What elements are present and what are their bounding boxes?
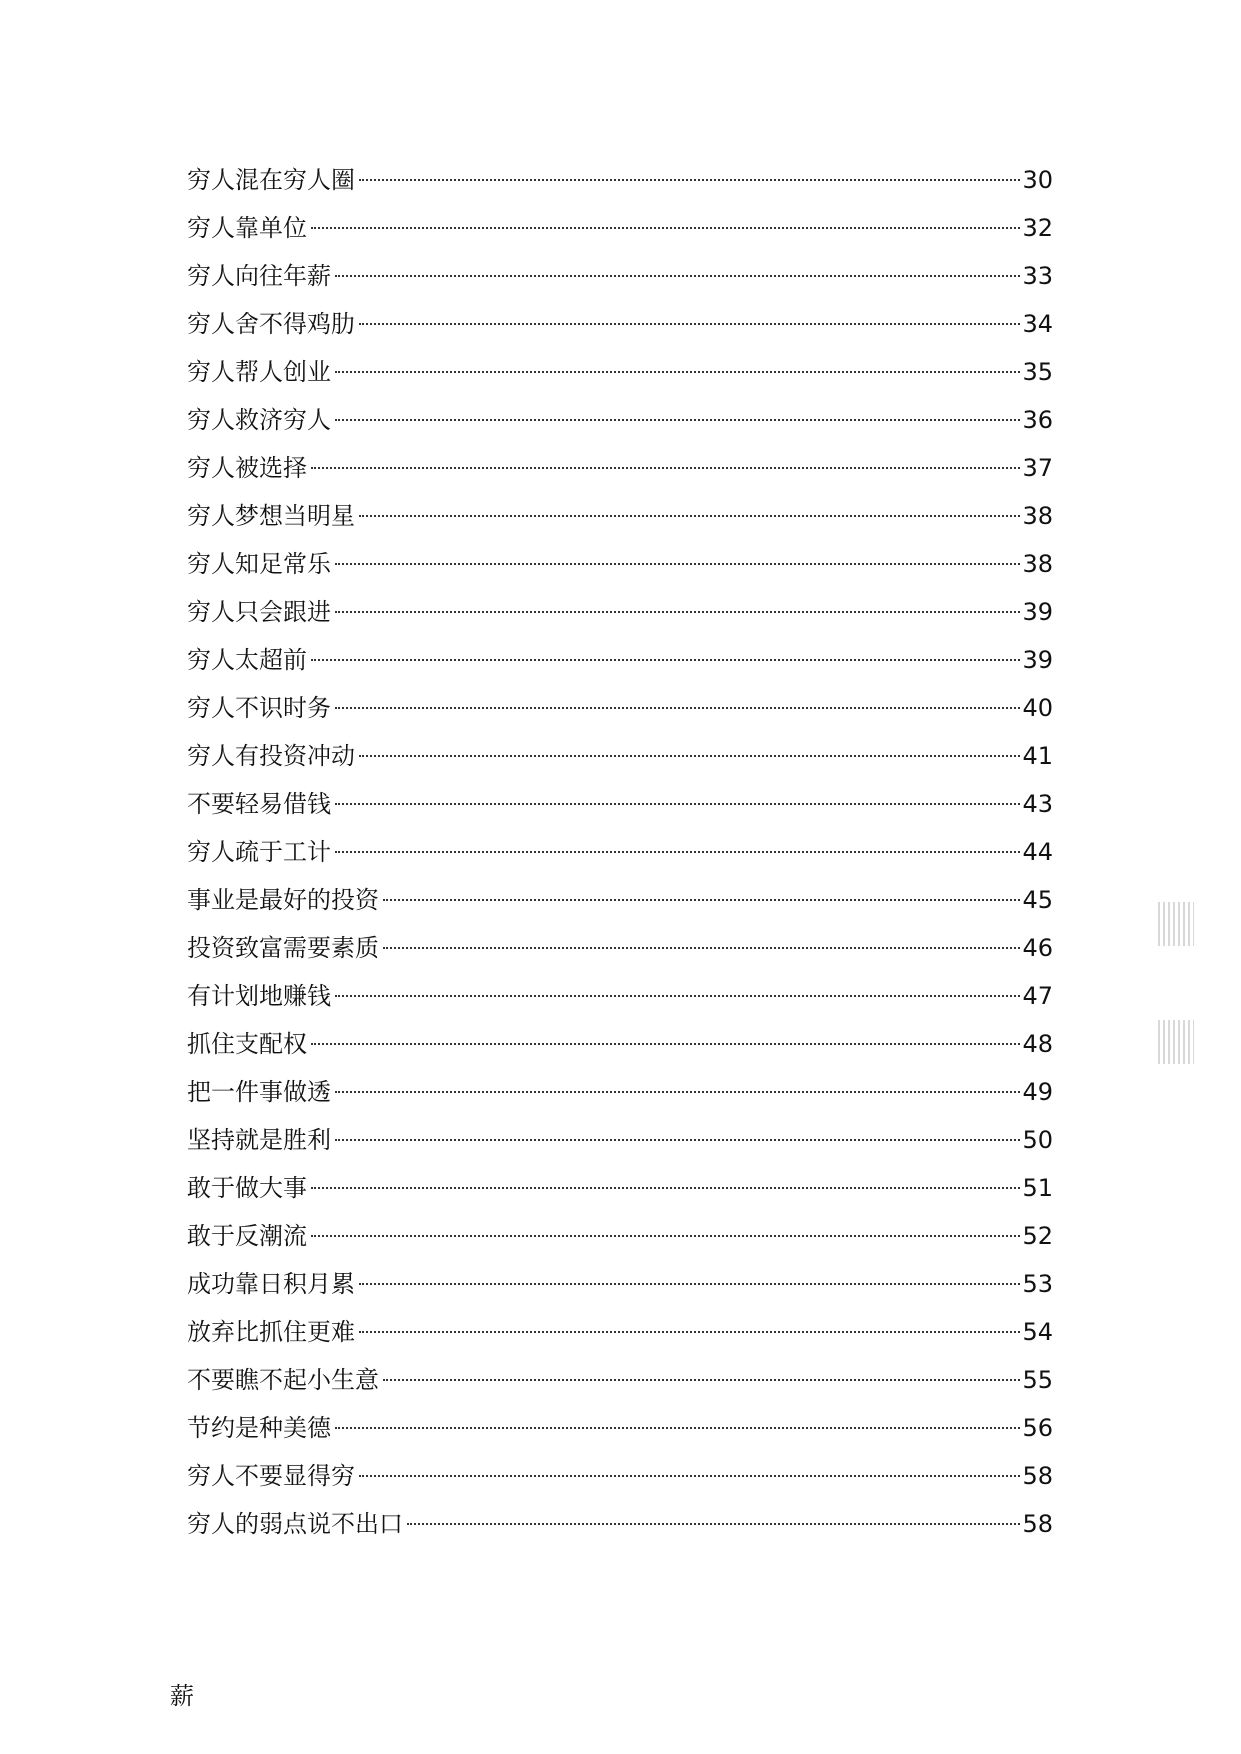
toc-entry-page-number: 34 (1022, 310, 1053, 338)
dot-leader (311, 1043, 1020, 1045)
toc-entry-title: 穷人混在穷人圈 (187, 166, 355, 194)
toc-entry-page-number: 52 (1022, 1222, 1053, 1250)
dot-leader (383, 1379, 1020, 1381)
toc-entry-page-number: 51 (1022, 1174, 1053, 1202)
toc-entry-page-number: 33 (1022, 262, 1053, 290)
dot-leader (311, 467, 1020, 469)
toc-entry-title: 事业是最好的投资 (187, 886, 379, 914)
table-of-contents (187, 156, 1053, 1548)
toc-entry-title: 穷人太超前 (187, 646, 307, 674)
toc-entry[interactable] (187, 636, 1053, 684)
toc-entry-page-number: 55 (1022, 1366, 1053, 1394)
toc-entry[interactable] (187, 732, 1053, 780)
toc-entry[interactable] (187, 876, 1053, 924)
toc-entry-page-number: 32 (1022, 214, 1053, 242)
toc-entry-title: 穷人帮人创业 (187, 358, 331, 386)
toc-entry-page-number: 54 (1022, 1318, 1053, 1346)
toc-entry[interactable] (187, 1404, 1053, 1452)
toc-entry-title: 敢于反潮流 (187, 1222, 307, 1250)
toc-entry-title: 穷人靠单位 (187, 214, 307, 242)
dot-leader (335, 563, 1020, 565)
toc-entry-title: 穷人只会跟进 (187, 598, 331, 626)
toc-entry-page-number: 45 (1022, 886, 1053, 914)
toc-entry[interactable] (187, 1260, 1053, 1308)
dot-leader (311, 227, 1020, 229)
toc-entry-page-number: 47 (1022, 982, 1053, 1010)
dot-leader (335, 803, 1020, 805)
toc-entry-page-number: 58 (1022, 1462, 1053, 1490)
dot-leader (311, 1235, 1020, 1237)
toc-entry[interactable] (187, 156, 1053, 204)
toc-entry-page-number: 53 (1022, 1270, 1053, 1298)
dot-leader (359, 1283, 1020, 1285)
toc-entry-title: 穷人被选择 (187, 454, 307, 482)
toc-entry-page-number: 44 (1022, 838, 1053, 866)
toc-entry-title: 穷人向往年薪 (187, 262, 331, 290)
dot-leader (335, 1091, 1020, 1093)
toc-entry-page-number: 39 (1022, 646, 1053, 674)
toc-entry-title: 把一件事做透 (187, 1078, 331, 1106)
toc-entry-page-number: 38 (1022, 550, 1053, 578)
toc-entry-title: 穷人疏于工计 (187, 838, 331, 866)
toc-entry-page-number: 56 (1022, 1414, 1053, 1442)
toc-entry[interactable] (187, 300, 1053, 348)
toc-entry[interactable] (187, 204, 1053, 252)
toc-entry-title: 穷人知足常乐 (187, 550, 331, 578)
toc-entry[interactable] (187, 444, 1053, 492)
toc-entry[interactable] (187, 972, 1053, 1020)
toc-entry-title: 节约是种美德 (187, 1414, 331, 1442)
dot-leader (311, 659, 1020, 661)
dot-leader (335, 995, 1020, 997)
toc-entry[interactable] (187, 588, 1053, 636)
toc-entry[interactable] (187, 1452, 1053, 1500)
dot-leader (335, 611, 1020, 613)
margin-scan-mark (1158, 902, 1194, 946)
toc-entry[interactable] (187, 1356, 1053, 1404)
toc-entry-title: 有计划地赚钱 (187, 982, 331, 1010)
toc-entry-title: 穷人的弱点说不出口 (187, 1510, 403, 1538)
toc-entry-page-number: 58 (1022, 1510, 1053, 1538)
toc-entry[interactable] (187, 396, 1053, 444)
toc-entry-title: 放弃比抓住更难 (187, 1318, 355, 1346)
toc-entry-title: 不要瞧不起小生意 (187, 1366, 379, 1394)
margin-scan-mark (1158, 1020, 1194, 1064)
toc-entry-page-number: 39 (1022, 598, 1053, 626)
toc-entry-page-number: 36 (1022, 406, 1053, 434)
toc-entry-title: 成功靠日积月累 (187, 1270, 355, 1298)
toc-entry[interactable] (187, 540, 1053, 588)
toc-entry-page-number: 41 (1022, 742, 1053, 770)
dot-leader (335, 1427, 1020, 1429)
toc-entry-page-number: 30 (1022, 166, 1053, 194)
page-footer: 薪 (170, 1682, 194, 1710)
toc-entry[interactable] (187, 1308, 1053, 1356)
dot-leader (359, 1331, 1020, 1333)
toc-entry[interactable] (187, 828, 1053, 876)
toc-entry-page-number: 49 (1022, 1078, 1053, 1106)
toc-entry[interactable] (187, 1500, 1053, 1548)
toc-entry[interactable] (187, 1116, 1053, 1164)
toc-entry[interactable] (187, 252, 1053, 300)
toc-entry[interactable] (187, 1068, 1053, 1116)
toc-entry[interactable] (187, 348, 1053, 396)
dot-leader (359, 755, 1020, 757)
dot-leader (335, 707, 1020, 709)
dot-leader (335, 1139, 1020, 1141)
dot-leader (335, 275, 1020, 277)
dot-leader (359, 179, 1020, 181)
toc-entry-page-number: 38 (1022, 502, 1053, 530)
toc-entry-page-number: 46 (1022, 934, 1053, 962)
toc-entry[interactable] (187, 924, 1053, 972)
toc-entry-title: 坚持就是胜利 (187, 1126, 331, 1154)
toc-entry-title: 穷人救济穷人 (187, 406, 331, 434)
toc-entry[interactable] (187, 1212, 1053, 1260)
dot-leader (311, 1187, 1020, 1189)
toc-entry[interactable] (187, 684, 1053, 732)
toc-entry-page-number: 43 (1022, 790, 1053, 818)
toc-entry-title: 穷人有投资冲动 (187, 742, 355, 770)
dot-leader (407, 1523, 1020, 1525)
toc-entry-page-number: 37 (1022, 454, 1053, 482)
toc-entry-page-number: 50 (1022, 1126, 1053, 1154)
dot-leader (359, 515, 1020, 517)
toc-entry[interactable] (187, 492, 1053, 540)
toc-entry-title: 穷人舍不得鸡肋 (187, 310, 355, 338)
toc-entry-title: 穷人不要显得穷 (187, 1462, 355, 1490)
toc-entry[interactable] (187, 780, 1053, 828)
toc-entry[interactable] (187, 1020, 1053, 1068)
toc-entry-page-number: 35 (1022, 358, 1053, 386)
toc-entry-title: 穷人梦想当明星 (187, 502, 355, 530)
toc-entry-title: 不要轻易借钱 (187, 790, 331, 818)
dot-leader (335, 851, 1020, 853)
toc-entry-page-number: 48 (1022, 1030, 1053, 1058)
toc-entry[interactable] (187, 1164, 1053, 1212)
toc-entry-title: 抓住支配权 (187, 1030, 307, 1058)
dot-leader (359, 323, 1020, 325)
toc-entry-title: 敢于做大事 (187, 1174, 307, 1202)
toc-entry-title: 穷人不识时务 (187, 694, 331, 722)
dot-leader (383, 947, 1020, 949)
dot-leader (359, 1475, 1020, 1477)
toc-entry-page-number: 40 (1022, 694, 1053, 722)
dot-leader (383, 899, 1020, 901)
dot-leader (335, 371, 1020, 373)
toc-entry-title: 投资致富需要素质 (187, 934, 379, 962)
dot-leader (335, 419, 1020, 421)
